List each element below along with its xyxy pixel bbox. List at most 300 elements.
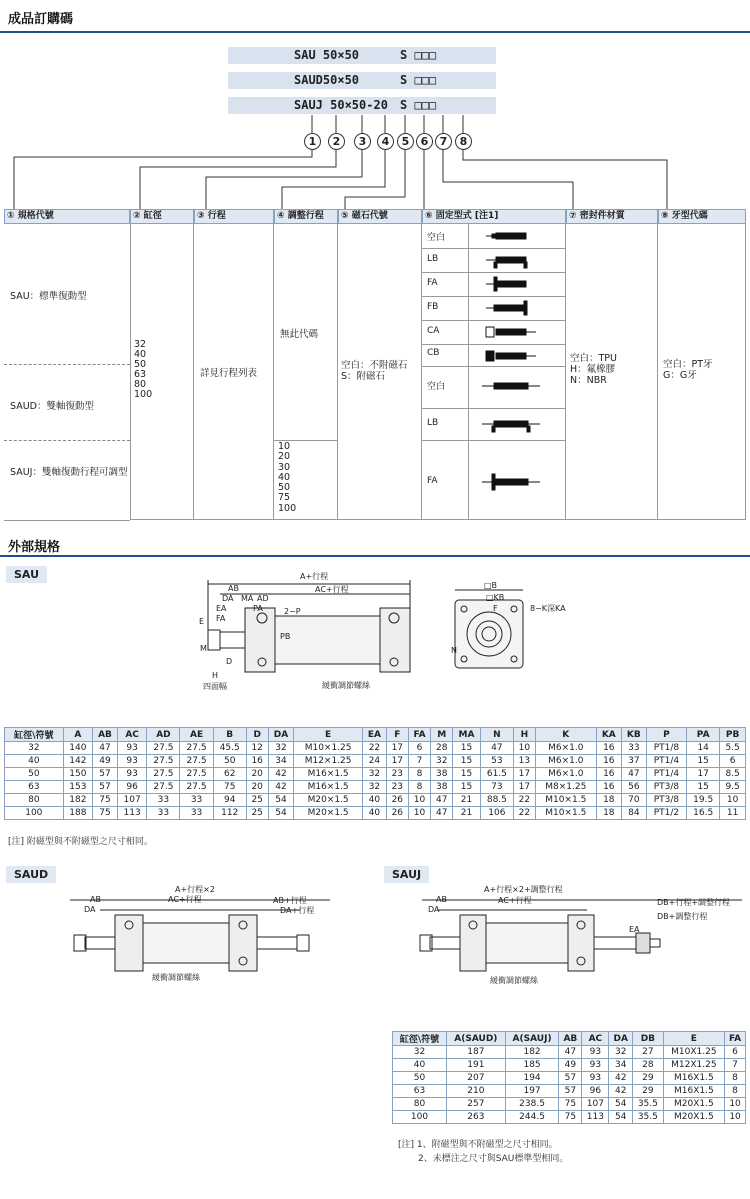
table-cell: 244.5 — [505, 1111, 559, 1124]
table-cell: 57 — [559, 1072, 582, 1085]
table-cell: 75 — [213, 781, 246, 794]
mount-code: LB — [427, 254, 439, 264]
table-cell: M12X1.25 — [663, 1059, 724, 1072]
table-cell: 22 — [513, 794, 535, 807]
table-cell: M10×1.25 — [294, 742, 363, 755]
table-row — [393, 1085, 746, 1098]
order-code-saud — [228, 72, 496, 89]
column-header: PA — [687, 728, 720, 742]
table-cell: 33 — [147, 807, 180, 820]
sau-dim-ad: AD — [257, 594, 269, 603]
table-cell: 47 — [431, 794, 453, 807]
table-cell: 32 — [609, 1046, 633, 1059]
table-cell: M20X1.5 — [663, 1111, 724, 1124]
table-cell: 16 — [596, 755, 621, 768]
table-cell: M6×1.0 — [535, 755, 596, 768]
sauj-dim-a: A+行程×2+調整行程 — [484, 885, 563, 894]
table-cell: 94 — [213, 794, 246, 807]
column-header: AE — [180, 728, 213, 742]
table-cell: 29 — [633, 1072, 664, 1085]
saud-tag: SAUD — [6, 866, 56, 883]
order-model: SAUD50×50 — [294, 73, 360, 87]
bore-value: 50 — [134, 359, 147, 370]
column-header: P — [646, 728, 686, 742]
table-cell: 57 — [93, 781, 118, 794]
spec-bottom — [4, 520, 130, 521]
table-cell: 75 — [559, 1111, 582, 1124]
table-cell: M16×1.5 — [294, 781, 363, 794]
mount-lb-icon — [486, 257, 527, 268]
table-cell: 54 — [609, 1098, 633, 1111]
table-cell: 10 — [513, 742, 535, 755]
table-cell: 9.5 — [720, 781, 746, 794]
sau-dim-f: F — [493, 604, 498, 613]
table-cell: 14 — [687, 742, 720, 755]
table-cell: 238.5 — [505, 1098, 559, 1111]
table-cell: 10 — [408, 794, 431, 807]
table-cell: 19.5 — [687, 794, 720, 807]
table-cell: 33 — [180, 807, 213, 820]
saud-dim-ab: AB — [90, 895, 101, 904]
bore-value: 80 — [134, 379, 147, 390]
table-cell: PT1/2 — [646, 807, 686, 820]
mount-code: FA — [427, 476, 438, 486]
magnet-text — [341, 360, 408, 382]
saud-dim-ac: AC+行程 — [168, 895, 202, 904]
column-header: 缸徑\符號 — [5, 728, 64, 742]
adjust-value: 40 — [278, 471, 291, 483]
table-cell: 182 — [505, 1046, 559, 1059]
table-cell: 8 — [408, 768, 431, 781]
table-cell: 188 — [63, 807, 92, 820]
table-cell: 207 — [447, 1072, 506, 1085]
table-cell: 37 — [621, 755, 646, 768]
table-cell: PT1/4 — [646, 755, 686, 768]
table-cell: M16×1.5 — [294, 768, 363, 781]
table-cell: 26 — [386, 807, 408, 820]
table-cell: 54 — [609, 1111, 633, 1124]
table-cell: 25 — [246, 794, 268, 807]
mount-ca-icon — [486, 327, 536, 337]
table-cell: 63 — [393, 1085, 447, 1098]
table-row — [393, 1072, 746, 1085]
column-header: A(SAUD) — [447, 1032, 506, 1046]
table-cell: 40 — [393, 1059, 447, 1072]
column-header: EA — [362, 728, 386, 742]
saud-dim-a: A+行程×2 — [175, 885, 215, 894]
table-cell: 15 — [453, 755, 481, 768]
table-cell: 185 — [505, 1059, 559, 1072]
table-cell: 29 — [633, 1085, 664, 1098]
table-cell: 27 — [633, 1046, 664, 1059]
table-cell: 33 — [180, 794, 213, 807]
table-cell: 32 — [431, 755, 453, 768]
table-cell: 5.5 — [720, 742, 746, 755]
table-cell: 49 — [93, 755, 118, 768]
table-cell: 35.5 — [633, 1111, 664, 1124]
table-cell: 107 — [117, 794, 146, 807]
table-cell: 10 — [725, 1098, 746, 1111]
external-rule — [0, 555, 750, 557]
mount-code: FB — [427, 302, 439, 312]
column-header: AC — [582, 1032, 609, 1046]
sau-dim-e: E — [199, 617, 205, 626]
bore-value: 100 — [134, 389, 153, 400]
column-header: AB — [559, 1032, 582, 1046]
order-suffix: S □□□ — [400, 98, 437, 112]
table-cell: M6×1.0 — [535, 768, 596, 781]
sau-dim-a: A+行程 — [300, 572, 329, 581]
table-cell: 75 — [93, 807, 118, 820]
sau-dim-pa: PA — [253, 604, 263, 613]
table-cell: 20 — [246, 781, 268, 794]
table-cell: 47 — [559, 1046, 582, 1059]
table-cell: 23 — [386, 781, 408, 794]
table-cell: 28 — [633, 1059, 664, 1072]
sau-dim-2p: 2−P — [284, 607, 301, 616]
sau-dim-m: M — [200, 644, 207, 653]
spec-header: ⑤ 磁石代號 — [338, 209, 422, 224]
column-header: MA — [453, 728, 481, 742]
mount-code: LB — [427, 418, 439, 428]
table-cell: 15 — [687, 755, 720, 768]
table-cell: 47 — [93, 742, 118, 755]
mount-code: CB — [427, 348, 440, 358]
table-cell: 24 — [362, 755, 386, 768]
table-cell: 42 — [609, 1072, 633, 1085]
table-cell: 17 — [386, 742, 408, 755]
table-cell: 93 — [117, 742, 146, 755]
table-cell: 20 — [246, 768, 268, 781]
table-cell: 88.5 — [480, 794, 513, 807]
table-cell: 263 — [447, 1111, 506, 1124]
table-cell: 93 — [582, 1072, 609, 1085]
adjust-list — [278, 442, 296, 514]
table-row — [393, 1059, 746, 1072]
table-cell: 53 — [480, 755, 513, 768]
adjust-value: 75 — [278, 492, 291, 504]
mount-col-rule — [468, 224, 469, 520]
sau-dim-fa: FA — [216, 614, 226, 623]
adjust-value: 10 — [278, 441, 291, 452]
sauj-dim-db2: DB+調整行程 — [657, 912, 708, 921]
sauj-dim-ac: AC+行程 — [498, 896, 532, 905]
table-cell: 62 — [213, 768, 246, 781]
column-header: M — [431, 728, 453, 742]
table-cell: 16 — [246, 755, 268, 768]
table-cell: 40 — [362, 794, 386, 807]
position-number: 6 — [416, 133, 433, 150]
sauj-dim-da: DA — [428, 905, 440, 914]
table-cell: 93 — [117, 768, 146, 781]
sau-tag: SAU — [6, 566, 47, 583]
table-cell: 27.5 — [147, 755, 180, 768]
table-cell: M16X1.5 — [663, 1085, 724, 1098]
table-cell: 16.5 — [687, 807, 720, 820]
table-cell: 27.5 — [180, 768, 213, 781]
table-cell: 17 — [513, 781, 535, 794]
table-cell: 57 — [93, 768, 118, 781]
table-cell: 26 — [386, 794, 408, 807]
bore-value: 40 — [134, 349, 147, 360]
table-cell: 93 — [582, 1046, 609, 1059]
table-cell: 17 — [386, 755, 408, 768]
external-title: 外部規格 — [8, 540, 61, 555]
table-cell: 21 — [453, 807, 481, 820]
table-cell: 8 — [725, 1085, 746, 1098]
table-cell: 28 — [431, 742, 453, 755]
table-cell: 38 — [431, 768, 453, 781]
sauj-dim-db1: DB+行程+調整行程 — [657, 898, 731, 907]
table-cell: 150 — [63, 768, 92, 781]
magnet-option: S：附磁石 — [341, 371, 386, 382]
table-cell: 106 — [480, 807, 513, 820]
bore-value: 63 — [134, 369, 147, 380]
column-header: A — [63, 728, 92, 742]
table-cell: 21 — [453, 794, 481, 807]
table-cell: 182 — [63, 794, 92, 807]
table-cell: 10 — [720, 794, 746, 807]
table-cell: 7 — [725, 1059, 746, 1072]
table-cell: 22 — [513, 807, 535, 820]
table-cell: 17 — [513, 768, 535, 781]
table-cell: 107 — [582, 1098, 609, 1111]
table-row — [5, 742, 746, 755]
mount-list — [422, 224, 566, 520]
order-model: SAUJ 50×50-20 — [294, 98, 388, 112]
table-cell: M12×1.25 — [294, 755, 363, 768]
table-cell: 18 — [596, 807, 621, 820]
column-header: E — [294, 728, 363, 742]
table-row — [5, 755, 746, 768]
table-cell: M16X1.5 — [663, 1072, 724, 1085]
table-cell: 32 — [362, 781, 386, 794]
table-cell: 187 — [447, 1046, 506, 1059]
table-cell: 57 — [559, 1085, 582, 1098]
column-header: A(SAUJ) — [505, 1032, 559, 1046]
mount-fa-icon — [486, 277, 526, 291]
table-cell: 27.5 — [147, 781, 180, 794]
table-cell: 140 — [63, 742, 92, 755]
table-cell: 18 — [596, 794, 621, 807]
sauj-dim-ea: EA — [629, 925, 640, 934]
table-cell: 33 — [147, 794, 180, 807]
table-cell: 80 — [393, 1098, 447, 1111]
seal-option: 空白：TPU — [570, 353, 617, 364]
table-cell: PT1/4 — [646, 768, 686, 781]
table-row — [393, 1046, 746, 1059]
table-cell: 96 — [117, 781, 146, 794]
column-header: F — [386, 728, 408, 742]
table-cell: 35.5 — [633, 1098, 664, 1111]
spec-header: ④ 調整行程 — [274, 209, 338, 224]
table-cell: 80 — [5, 794, 64, 807]
table-cell: 47 — [431, 807, 453, 820]
table-cell: PT1/8 — [646, 742, 686, 755]
position-number: 2 — [328, 133, 345, 150]
table-cell: 15 — [687, 781, 720, 794]
column-header: N — [480, 728, 513, 742]
table-row — [5, 807, 746, 820]
table-cell: 15 — [453, 781, 481, 794]
spec-saud: SAUD：雙軸復動型 — [10, 401, 94, 412]
adjust-value: 20 — [278, 451, 291, 463]
sau-note: [注] 附磁型與不附磁型之尺寸相同。 — [8, 837, 153, 847]
table-cell: 70 — [621, 794, 646, 807]
thread-text — [663, 359, 713, 381]
sau-four-chamfer: 四面幅 — [203, 682, 227, 691]
table-cell: 32 — [5, 742, 64, 755]
table-header-row — [393, 1032, 746, 1046]
table-cell: 15 — [453, 768, 481, 781]
table-header-row — [5, 728, 746, 742]
mount-icons — [472, 224, 564, 520]
adjust-none: 無此代碼 — [280, 329, 319, 340]
sau-dim-ab: AB — [228, 584, 239, 593]
table-cell: 15 — [453, 742, 481, 755]
table-cell: 73 — [480, 781, 513, 794]
table-row — [393, 1098, 746, 1111]
table-cell: 61.5 — [480, 768, 513, 781]
sauj-cushion-label: 緩衝調節螺絲 — [490, 976, 538, 985]
sauj-note-1: [注] 1、附磁型與不附磁型之尺寸相同。 — [398, 1140, 558, 1150]
table-cell: 27.5 — [180, 742, 213, 755]
mount-fb-icon — [486, 301, 527, 315]
mount-cb-icon — [486, 351, 536, 361]
spec-header: ⑦ 密封件材質 — [566, 209, 658, 224]
table-cell: PT3/8 — [646, 794, 686, 807]
table-cell: 17 — [687, 768, 720, 781]
table-cell: PT3/8 — [646, 781, 686, 794]
table-cell: 47 — [480, 742, 513, 755]
table-cell: 40 — [362, 807, 386, 820]
table-cell: M8×1.25 — [535, 781, 596, 794]
table-cell: 33 — [621, 742, 646, 755]
sau-dim-kb: □KB — [486, 593, 505, 602]
column-header: K — [535, 728, 596, 742]
title-rule — [0, 31, 750, 33]
table-cell: 25 — [246, 807, 268, 820]
column-header: DB — [633, 1032, 664, 1046]
table-cell: 84 — [621, 807, 646, 820]
position-number: 3 — [354, 133, 371, 150]
table-row — [5, 794, 746, 807]
table-cell: 27.5 — [147, 742, 180, 755]
sau-dim-n: N — [451, 646, 457, 655]
seal-option: N：NBR — [570, 375, 607, 386]
spec-header: ⑧ 牙型代碼 — [658, 209, 746, 224]
column-header: D — [246, 728, 268, 742]
table-cell: 45.5 — [213, 742, 246, 755]
table-cell: 54 — [268, 807, 294, 820]
table-cell: 112 — [213, 807, 246, 820]
table-cell: M20×1.5 — [294, 794, 363, 807]
table-cell: 10 — [725, 1111, 746, 1124]
table-cell: 191 — [447, 1059, 506, 1072]
adjust-value: 100 — [278, 502, 297, 514]
table-cell: M10X1.25 — [663, 1046, 724, 1059]
sauj-note-2: 2、未標注之尺寸與SAU標準型相同。 — [418, 1154, 569, 1164]
table-cell: M10×1.5 — [535, 794, 596, 807]
spec-header: ② 缸徑 — [130, 209, 194, 224]
table-cell: 42 — [268, 768, 294, 781]
table-cell: 257 — [447, 1098, 506, 1111]
table-cell: 49 — [559, 1059, 582, 1072]
column-header: KB — [621, 728, 646, 742]
spec-header: ⑥ 固定型式 [注1] — [422, 209, 566, 224]
table-cell: 113 — [582, 1111, 609, 1124]
mount-code: FA — [427, 278, 438, 288]
sau-dim-pb: PB — [280, 632, 291, 641]
table-cell: 40 — [5, 755, 64, 768]
table-cell: 8.5 — [720, 768, 746, 781]
order-code-sauj — [228, 97, 496, 114]
table-cell: 142 — [63, 755, 92, 768]
mount-blank-icon — [486, 233, 526, 239]
table-cell: 10 — [408, 807, 431, 820]
order-suffix: S □□□ — [400, 73, 437, 87]
table-cell: 34 — [268, 755, 294, 768]
thread-option: G：G牙 — [663, 370, 697, 381]
table-cell: 16 — [596, 768, 621, 781]
adjust-value: 50 — [278, 482, 291, 494]
table-cell: 197 — [505, 1085, 559, 1098]
bore-value: 32 — [134, 339, 147, 350]
order-code-sau — [228, 47, 496, 64]
spec-header: ③ 行程 — [194, 209, 274, 224]
spec-sau: SAU：標準復動型 — [10, 291, 87, 302]
table-row — [5, 768, 746, 781]
sau-dim-da: DA — [222, 594, 234, 603]
mount-code: 空白 — [427, 382, 446, 392]
sauj-tag: SAUJ — [384, 866, 429, 883]
table-cell: 210 — [447, 1085, 506, 1098]
position-number: 7 — [435, 133, 452, 150]
saud-dim-da: DA — [84, 905, 96, 914]
table-cell: 194 — [505, 1072, 559, 1085]
saud-dim-da2: DA+行程 — [280, 906, 315, 915]
table-cell: 50 — [5, 768, 64, 781]
sau-side-view — [190, 570, 590, 695]
table-cell: 75 — [93, 794, 118, 807]
table-cell: 8 — [408, 781, 431, 794]
table-cell: 54 — [268, 794, 294, 807]
table-cell: 75 — [559, 1098, 582, 1111]
table-cell: 113 — [117, 807, 146, 820]
table-cell: 34 — [609, 1059, 633, 1072]
table-cell: 93 — [117, 755, 146, 768]
column-header: 缸徑\符號 — [393, 1032, 447, 1046]
table-cell: M20X1.5 — [663, 1098, 724, 1111]
position-number: 5 — [397, 133, 414, 150]
position-number: 1 — [304, 133, 321, 150]
table-cell: 7 — [408, 755, 431, 768]
table-cell: 96 — [582, 1085, 609, 1098]
saud-sauj-dimension-table — [392, 1031, 746, 1124]
sau-cushion-label: 緩衝調節螺絲 — [322, 681, 370, 690]
mount-code: CA — [427, 326, 440, 336]
sau-dim-k: 8−K深KA — [530, 604, 566, 613]
table-cell: 50 — [213, 755, 246, 768]
table-cell: 32 — [393, 1046, 447, 1059]
table-cell: 56 — [621, 781, 646, 794]
table-cell: 153 — [63, 781, 92, 794]
mount-blank-icon — [482, 383, 540, 389]
column-header: AB — [93, 728, 118, 742]
mount-fa-icon — [482, 474, 540, 490]
code-connector-lines — [0, 115, 750, 211]
table-cell: 42 — [268, 781, 294, 794]
